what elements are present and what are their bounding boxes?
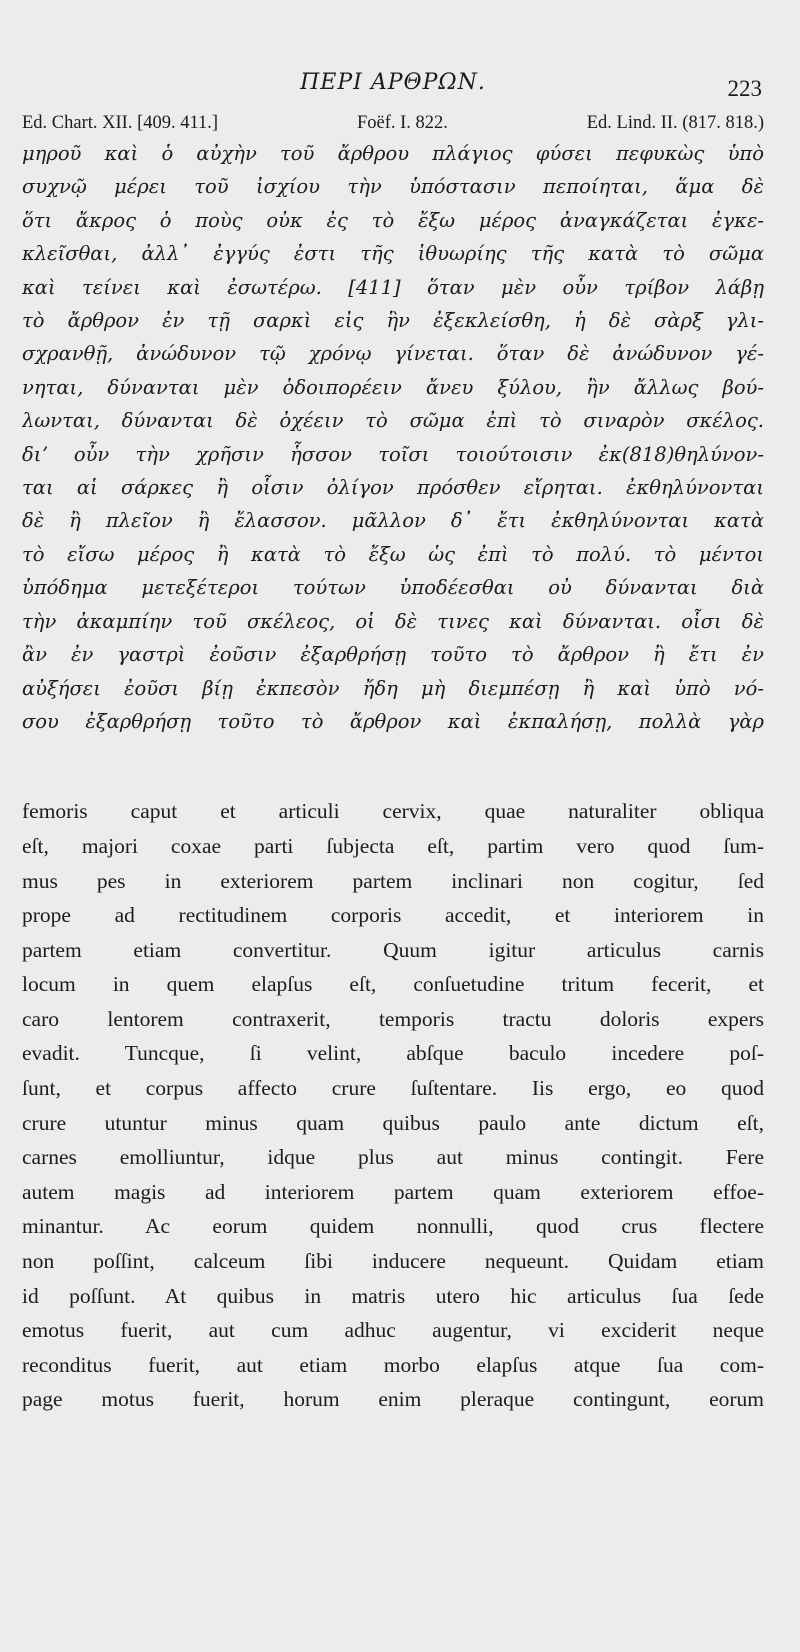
latin-line: mus pes in exteriorem partem inclinari non cogitur, ſed <box>22 868 764 893</box>
greek-line: μηροῦ καὶ ὁ αὐχὴν τοῦ ἄρθρου πλάγιος φύσει πεφυκὼς ὑπὸ <box>22 142 764 165</box>
greek-text-block <box>22 137 764 738</box>
greek-line: αὐξήσει ἐοῦσι βίῃ ἐκπεσὸν ἤδη μὴ διεμπέσῃ ἢ καὶ ὑπὸ νό- <box>22 676 764 700</box>
latin-line: femoris caput et articuli cervix, quae naturaliter obliqua <box>22 799 764 824</box>
greek-line: ὅτι ἄκρος ὁ ποὺς οὐκ ἐς τὸ ἔξω μέρος ἀναγκάζεται ἐγκε- <box>22 208 764 232</box>
latin-line: crure utuntur minus quam quibus paulo ante dictum eſt, <box>22 1110 764 1135</box>
page-number: 223 <box>727 76 762 101</box>
latin-line: carnes emolliuntur, idque plus aut minus contingit. Fere <box>22 1145 764 1170</box>
greek-line: ται αἱ σάρκες ἢ οἷσιν ὀλίγον πρόσθεν εἴρηται. ἐκθηλύνονται <box>22 476 764 500</box>
greek-line: σου ἐξαρθρήσῃ τοῦτο τὸ ἄρθρον καὶ ἐκπαλήσῃ, πολλὰ γὰρ <box>22 709 764 733</box>
latin-line: partem etiam convertitur. Quum igitur articulus carnis <box>22 937 764 962</box>
greek-line: τὸ εἴσω μέρος ἢ κατὰ τὸ ἔξω ὡς ἐπὶ τὸ πολύ. τὸ μέντοι <box>22 542 764 566</box>
latin-line: autem magis ad interiorem partem quam exteriorem effoe- <box>22 1179 764 1204</box>
latin-line: prope ad rectitudinem corporis accedit, et interiorem in <box>22 903 764 928</box>
latin-line: non poſſint, calceum ſibi inducere nequeunt. Quidam etiam <box>22 1249 764 1274</box>
edition-references <box>22 110 764 137</box>
latin-line: locum in quem elapſus eſt, conſuetudine tritum fecerit, et <box>22 972 764 997</box>
greek-line: δὲ ἢ πλεῖον ἢ ἔλασσον. μᾶλλον δ᾽ ἔτι ἐκθηλύνονται κατὰ <box>22 509 764 533</box>
latin-line: ſunt, et corpus affecto crure ſuſtentare. Iis ergo, eo quod <box>22 1076 764 1101</box>
greek-line: τὴν ἀκαμπίην τοῦ σκέλεος, οἱ δὲ τινες καὶ δύνανται. οἷσι δὲ <box>22 609 764 633</box>
edition-foesius: Foëf. I. 822. <box>356 113 448 133</box>
edition-chartier: Ed. Chart. XII. [409. 411.] <box>22 113 219 133</box>
edition-linden: Ed. Lind. II. (817. 818.) <box>586 113 764 133</box>
latin-line: evadit. Tuncque, ſi velint, abſque baculo incedere poſ- <box>22 1041 764 1066</box>
greek-line: διʼ οὖν τὴν χρῆσιν ἧσσον τοῖσι τοιούτοισιν ἐκ(818)θηλύνον- <box>22 442 764 466</box>
latin-line: emotus fuerit, aut cum adhuc augentur, vi exciderit neque <box>22 1318 764 1343</box>
greek-line: συχνῷ μέρει τοῦ ἰσχίου τὴν ὑπόστασιν πεποίηται, ἅμα δὲ <box>22 175 764 199</box>
latin-line: minantur. Ac eorum quidem nonnulli, quod crus flectere <box>22 1214 764 1239</box>
section-gap <box>22 738 764 794</box>
latin-line: reconditus fuerit, aut etiam morbo elapſus atque ſua com- <box>22 1352 764 1377</box>
greek-line: κλεῖσθαι, ἀλλ᾽ ἐγγύς ἐστι τῆς ἰθυωρίης τῆς κατὰ τὸ σῶμα <box>22 242 764 266</box>
greek-line: καὶ τείνει καὶ ἐσωτέρω. [411] ὅταν μὲν οὖν τρίβον λάβῃ <box>22 275 764 299</box>
latin-line: caro lentorem contraxerit, temporis tractu doloris expers <box>22 1006 764 1031</box>
latin-line: eſt, majori coxae parti ſubjecta eſt, partim vero quod ſum- <box>22 833 764 858</box>
greek-line: σχρανθῇ, ἀνώδυνον τῷ χρόνῳ γίνεται. ὅταν δὲ ἀνώδυνον γέ- <box>22 342 764 366</box>
latin-line: page motus fuerit, horum enim pleraque contingunt, eorum <box>22 1387 764 1412</box>
greek-line: νηται, δύνανται μὲν ὁδοιπορέειν ἄνευ ξύλου, ἢν ἄλλως βού- <box>22 375 764 399</box>
greek-line: ἂν ἐν γαστρὶ ἐοῦσιν ἐξαρθρήσῃ τοῦτο τὸ ἄρθρον ἢ ἔτι ἐν <box>22 643 764 667</box>
running-head <box>22 70 764 102</box>
greek-line: ὑπόδημα μετεξέτεροι τούτων ὑποδέεσθαι οὐ δύνανται διὰ <box>22 576 764 600</box>
latin-text-block <box>22 794 764 1417</box>
latin-line: id poſſunt. At quibus in matris utero hic articulus ſua ſede <box>22 1283 764 1308</box>
greek-line: λωνται, δύνανται δὲ ὀχέειν τὸ σῶμα ἐπὶ τὸ σιναρὸν σκέλος. <box>22 409 764 433</box>
running-title: ΠΕΡΙ ΑΡΘΡΩΝ. <box>300 70 486 95</box>
greek-line: τὸ ἄρθρον ἐν τῇ σαρκὶ εἰς ἣν ἐξεκλείσθη, ἡ δὲ σὰρξ γλι- <box>22 309 764 333</box>
